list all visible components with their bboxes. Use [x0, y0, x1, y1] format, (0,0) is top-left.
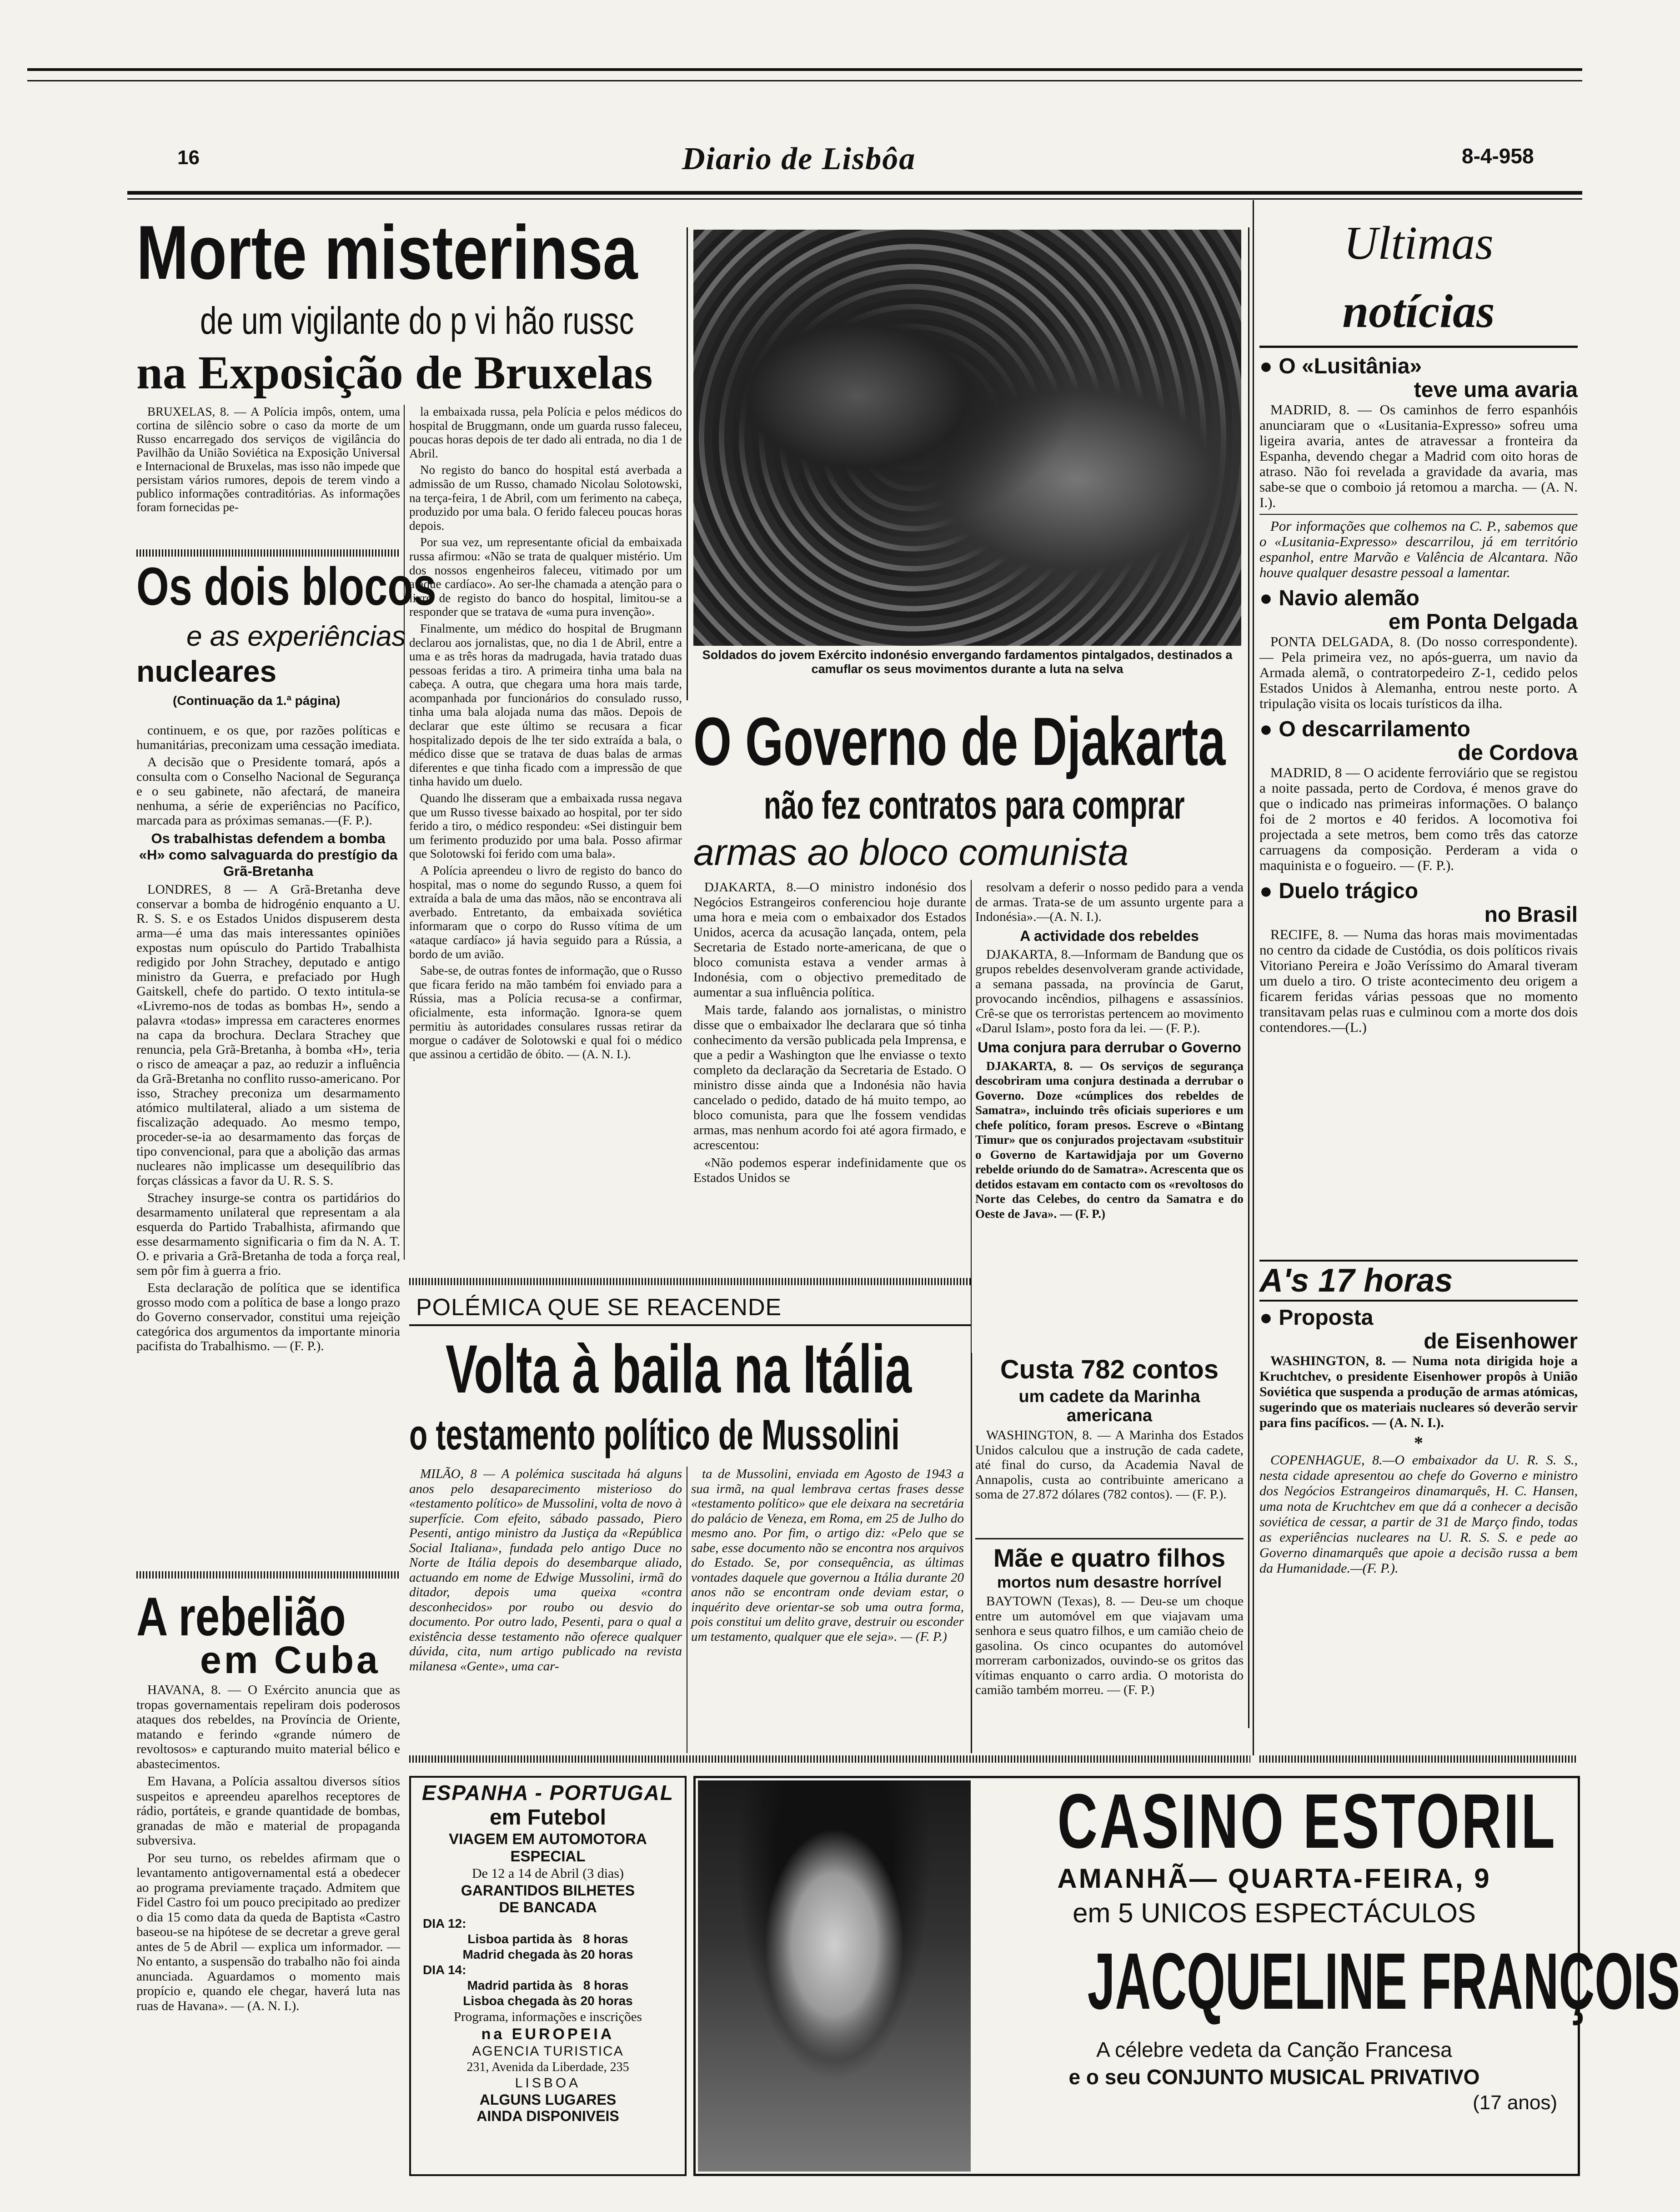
- ad-futebol-dia12: DIA 12:: [423, 1916, 466, 1930]
- soldiers-photo: [693, 230, 1241, 646]
- duelo-body-text: RECIFE, 8. — Numa das horas mais movimentadas no centro da cidade de Custódia, os dois políticos rivais Vitoriano Pereira e João Veríssimo do Amaral tiveram um duelo a tiro. O triste acontecimento deu origem a ficarem feridas várias pessoas que no momento transitavam pelas ruas e culminou com a morte dos dois contendores.—(L.): [1259, 926, 1578, 1035]
- ultimas-headline-1: Ultimas: [1344, 217, 1494, 269]
- mae-body: BAYTOWN (Texas), 8. — Deu-se um choque entre um automóvel em que viajavam uma senhora e seus quatro filhos, e um camião cheio de gasolina. Os cinco ocupantes do automóvel morreram carbonizados, ouvindo-se os gritos das vítimas enquanto o carro ardia. O motorista do camião também morreu. — (F. P.): [975, 1594, 1244, 1697]
- mussolini-headline-1: Volta à baila na Itália: [446, 1331, 912, 1407]
- djakarta-para-3: «Não podemos esperar indefinidamente que os Estados Unidos se: [693, 1156, 966, 1185]
- djakarta-headline-2: não fez contratos para comprar: [764, 784, 1185, 827]
- as17-heading: A's 17 horas: [1259, 1262, 1453, 1299]
- eisenhower-body-text: WASHINGTON, 8. — Numa nota dirigida hoje a Kruchtchev, o presidente Eisenhower propôs à União Soviética que suspenda a produção de armas atómicas, sugerindo que os materiais nucleares só deverão servir para fins pacíficos. — (A. N. I.).: [1259, 1353, 1578, 1430]
- eisenhower-head-2: de Eisenhower: [1424, 1329, 1578, 1353]
- djakarta-para-5: DJAKARTA, 8.—Informam de Bandung que os grupos rebeldes desenvolveram grande actividade, a semana passada, na província de Garut, provocando incêndios, pilhagens e assassínios. Crê-se que os terroristas pertencem ao movimento «Darul Islam», posto fora da lei. — (F. P.).: [975, 947, 1244, 1036]
- casino-line-2: em 5 UNICOS ESPECTÁCULOS: [1073, 1898, 1476, 1928]
- ad-futebol-line-9: na EUROPEIA: [481, 2026, 615, 2043]
- lusitania-head-2: teve uma avaria: [1414, 378, 1578, 402]
- ad-futebol-line-1: ESPANHA - PORTUGAL: [422, 1781, 674, 1805]
- lusitania-head-1: [1259, 355, 1578, 378]
- ad-futebol-dia14: DIA 14:: [423, 1963, 466, 1977]
- ad-futebol-dia14-a: Madrid partida às 8 horas: [467, 1978, 629, 1992]
- rebeliao-headline-1: A rebelião: [136, 1586, 346, 1647]
- col-divider-right: [1248, 227, 1249, 1728]
- djakarta-para-1: DJAKARTA, 8.—O ministro indonésio dos Negócios Estrangeiros conferenciou hoje durante uma hora e meia com o embaixador dos Estados Unidos, acerca da acusação lançada, ontem, pela Secretaria de Estado norte-americana, de que o bloco comunista estava a vender armas à Indonésia, com o objectivo premeditado de aumentar a sua influência política.: [693, 880, 966, 1000]
- morte-para-4: Por sua vez, um representante oficial da embaixada russa afirmou: «Não se trata de qualquer mistério. Um dos nossos engenheiros faleceu, vitimado por um ataque cardíaco». Ao ser-lhe chamada a atenção para o livro de registo do banco do hospital, limitou-se a responder que se tratava de «uma pura invenção».: [409, 535, 682, 619]
- rebeliao-para-3: Por seu turno, os rebeldes afirmam que o levantamento antigovernamental está a obedecer ao programa previamente traçado. Admitem que Fidel Castro foi um pouco precipitado ao predizer o dia 15 como data da queda de Baptista «Castro baseou-se na hipótese de se decretar a greve geral antes de 5 de Abril — explica um informador. — No entanto, a suspensão do trabalho não foi ainda anunciada. Aguardamos o momento mais propício e, quando ele chegar, haverá luta nas ruas de Havana». — (A. N. I.).: [136, 1850, 400, 2013]
- lusitania-head-1-text: O «Lusitânia»: [1279, 354, 1422, 378]
- navio-head-2: em Ponta Delgada: [1388, 610, 1578, 634]
- djakarta-separator: [409, 1278, 971, 1285]
- as17-rule-bottom: [1259, 1300, 1578, 1302]
- morte-para-8: Sabe-se, de outras fontes de informação, que o Russo que ficara ferido na mão também foi enviado para a Rússia, mas a Polícia recusa-se a confirmar, oficialmente, esta informação. Ignora-se quem permitiu às autoridades consulares russas retirar da morgue o cadáver de Solotowski e qual foi o médico que assinou a certidão de óbito. — (A. N. I.).: [409, 964, 682, 1061]
- eisenhower-head-1-text: Proposta: [1279, 1306, 1374, 1330]
- bullet-icon: ●: [1259, 1306, 1279, 1330]
- custa-headline-2: um cadete da Marinha americana: [1018, 1387, 1200, 1425]
- rebeliao-para-1: HAVANA, 8. — O Exército anuncia que as tropas governamentais repeliram dois poderosos ataques dos rebeldes, na Província de Oriente, matando e ferindo «grande número de revoltosos» e capturando muito material bélico e abastecimentos.: [136, 1683, 400, 1771]
- djakarta-para-6: DJAKARTA, 8. — Os serviços de segurança descobriram uma conjura destinada a derrubar o Governo. Doze «cúmplices dos rebeldes de Samatra», incluindo três oficiais superiores e um chefe político, foram presos. Escreve o «Bintang Timur» que os conjurados projectavam «substituir o Governo de Kartawidjaja por um Governo rebelde oriundo do de Samatra». Acrescenta que os detidos estavam em contacto com os «revoltosos do Norte das Celebes, do centro da Samatra e do Oeste de Java». — (F. P.): [975, 1059, 1244, 1221]
- box-custa-left: [971, 1353, 972, 1753]
- lusitania-note: [1259, 518, 1578, 580]
- singer-portrait: [698, 1780, 971, 2172]
- rebeliao-headline-2: em Cuba: [200, 1639, 381, 1681]
- blocos-para-1: continuem, e os que, por razões políticas e humanitárias, preconizam uma cessação imediata.: [136, 723, 400, 752]
- ad-futebol-line-6: GARANTIDOS BILHETES: [461, 1882, 635, 1899]
- rebeliao-col: [136, 1683, 400, 2174]
- ad-futebol-line-5: De 12 a 14 de Abril (3 dias): [471, 1866, 624, 1881]
- copenhague-body-text: COPENHAGUE, 8.—O embaixador da U. R. S. S., nesta cidade apresentou ao chefe do Governo e ministro dos Negócios Estrangeiros dinamarquês, H. C. Hansen, uma nota de Kruchtchev em que dá a conhecer a decisão soviética de cessar, a partir de 31 de Março findo, todas as experiências nucleares na U. R. S. S. e pede ao Governo dinamarquês que apoie a decisão russa a bem da Humanidade.—(F. P.).: [1259, 1453, 1578, 1576]
- mae-headline-1: Mãe e quatro filhos: [993, 1543, 1226, 1572]
- casino-line-3: A célebre vedeta da Canção Francesa: [1096, 2038, 1452, 2061]
- ad-futebol-dia12-a: Lisboa partida às 8 horas: [467, 1932, 628, 1946]
- custa-body-col: [975, 1428, 1244, 1537]
- blocos-para-5: Esta declaração de política que se identifica grosso modo com a política de base a longo prazo do Governo conservador, constitui uma rejeição categórica dos argumentos da importante minoria pacifista do Trabalhismo. — (F. P.).: [136, 1281, 400, 1353]
- photo-caption: Soldados do jovem Exército indonésio envergando fardamentos pintalgados, destinados a camuflar os seus movimentos durante a luta na selva: [702, 648, 1233, 676]
- djakarta-headline-3: armas ao bloco comunista: [693, 832, 1129, 873]
- djakarta-para-4: resolvam a deferir o nosso pedido para a venda de armas. Trata-se de um assunto urgente para a Indonésia».—(A. N. I.).: [975, 880, 1244, 924]
- blocos-headline-2: e as experiências: [186, 621, 406, 652]
- col-divider-1: [404, 405, 405, 1260]
- blocos-para-3: LONDRES, 8 — A Grã-Bretanha deve conservar a bomba de hidrogénio enquanto a U. R. S. S. e os Estados Unidos dispuserem desta arma—é uma das mais interessantes opiniões expostas num opúsculo do Partido Trabalhista redigido por John Strachey, deputado e antigo ministro da Guerra, e prefaciado por Hugh Gaitskell, chefe do partido. O texto intitula-se «Livremo-nos de todas as bombas H», sendo a palavra «todas» impressa em caracteres enormes na capa da brochura. Declara Strachey que renuncia, pela Grã-Bretanha, à bomba «H», teria o risco de ameaçar a paz, ao reduzir a influência da Grã-Bretanha no conflito russo-americano. Por isso, Strachey preconiza um desarmamento atómico multilateral, aliado a um sistema de fiscalização adequado. Ao mesmo tempo, proceder-se-ia ao desarmamento das forças de tipo convencional, para que a abolição das armas nucleares não implicasse um desequilíbrio das forças clássicas a favor da U. R. S. S.: [136, 882, 400, 1188]
- ultimas-late-column: [1259, 1260, 1578, 1751]
- blocos-continuation: (Continuação da 1.ª página): [173, 694, 341, 708]
- top-rule-thin: [27, 80, 1582, 81]
- photo-frame-left: [687, 227, 688, 700]
- rebeliao-para-2: Em Havana, a Polícia assaltou diversos sítios suspeitos e apreendeu aparelhos receptores de rádio, portáteis, e grande quantidade de bombas, granadas de mão e material de propaganda subversiva.: [136, 1774, 400, 1848]
- djakarta-headline-1: O Governo de Djakarta: [693, 703, 1226, 779]
- navio-head-1-text: Navio alemão: [1279, 586, 1419, 610]
- ad-futebol-line-8: Programa, informações e inscrições: [454, 2010, 642, 2024]
- casino-title: CASINO ESTORIL: [1057, 1778, 1557, 1865]
- morte-headline-3: na Exposição de Bruxelas: [136, 347, 653, 399]
- blocos-headline-3: nucleares: [136, 654, 277, 688]
- duelo-head-1-text: Duelo trágico: [1279, 879, 1419, 903]
- custa-headline-1: Custa 782 contos: [1000, 1355, 1219, 1384]
- cordova-body: [1259, 765, 1578, 873]
- djakarta-subhead-2: Uma conjura para derrubar o Governo: [978, 1039, 1241, 1056]
- page-date: 8-4-958: [1462, 144, 1534, 168]
- ultimas-rule: [1259, 346, 1578, 348]
- ad-futebol-dia14-b: Lisboa chegada às 20 horas: [463, 1994, 633, 2008]
- top-rule: [27, 68, 1582, 71]
- eisenhower-head-1: [1259, 1306, 1578, 1330]
- morte-para-6: Quando lhe disseram que a embaixada russa negava que um Russo tivesse baixado ao hospital, por ter sido ferido a tiro, o médico respondeu: «Sei distinguir bem um ferimento produzido por uma bala. Posso afirmar que Solotowski foi ferido com uma bala».: [409, 791, 682, 861]
- casino-line-4: e o seu CONJUNTO MUSICAL PRIVATIVO: [1068, 2065, 1480, 2089]
- ad-futebol-dia12-b: Madrid chegada às 20 horas: [462, 1947, 633, 1961]
- cordova-head-2: de Cordova: [1457, 741, 1578, 765]
- duelo-head-1: [1259, 880, 1578, 903]
- morte-para-3: No registo do banco do hospital está averbada a admissão de um Russo, chamado Nicolau Solotowski, na terça-feira, 1 de Abril, com um ferimento na cabeça, produzido por uma bala. O ferido faleceu poucas horas depois.: [409, 463, 682, 533]
- morte-para-5: Finalmente, um médico do hospital de Brugmann declarou aos jornalistas, que, no dia 1 de Abril, entre a uma e as três horas da madrugada, havia tratado duas pessoas feridas a tiro. A primeira tinha uma bala na cabeça. A outra, que chegara uma hora mais tarde, acompanhada por funcionários do consulado russo, tinha uma bala alojada numa das mãos. Depois de declarar que este último se recusara a ficar hospitalizado depois de lhe ter sido extraída a bala, o médico disse que se tratava de duas balas de armas diferentes e que tinha ficado com a impressão de que tinha havido um duelo.: [409, 621, 682, 789]
- morte-headline-1: Morte misterinsa: [136, 210, 638, 295]
- mussolini-col-2: [691, 1467, 964, 1753]
- blocos-subhead: Os trabalhistas defendem a bomba «H» como salvaguarda do prestígio da Grã-Bretanha: [139, 830, 398, 879]
- mussolini-para-1: MILÃO, 8 — A polémica suscitada há alguns anos pelo desaparecimento misterioso do «testamento político» de Mussolini, volta de novo à superfície. Com efeito, sábado passado, Piero Pesenti, antigo ministro da Justiça da «República Social Italiana», fundada pelo antigo Duce no Norte de Itália depois do desembarque aliado, actuando em nome de Edwige Mussolini, irmã do ditador, depois uma queixa «contra desconhecidos» por roubo ou desvio do documento. Por outro lado, Pesenti, para o qual a existência desse testamento não oferece qualquer dúvida, cita, num artigo publicado na revista milanesa «Gente», uma car-: [409, 1467, 682, 1674]
- header-rule-thin: [127, 198, 1582, 200]
- djakarta-col-2: [975, 880, 1244, 1348]
- djakarta-para-2: Mais tarde, falando aos jornalistas, o ministro disse que o embaixador lhe declarara que só tinha conhecimento da versão publicada pela Imprensa, e que a pedir a Washington que lhe enviasse o texto completo da declaração da Secretaria de Estado. O ministro disse ainda que a Indonésia não havia cancelado o pedido, datado de há muito tempo, ao bloco comunista, para que lhe fossem vendidas armas, mas nenhum acordo foi até agora firmado, e acrescentou:: [693, 1003, 966, 1152]
- mussolini-kicker-rule: [409, 1324, 971, 1326]
- lusitania-body: [1259, 402, 1578, 510]
- ad-casino-content: [973, 1778, 1680, 2115]
- morte-col-1: [136, 405, 400, 546]
- custa-rule: [975, 1538, 1244, 1539]
- ad-futebol-line-4: ESPECIAL: [510, 1848, 586, 1865]
- blocos-para-2: A decisão que o Presidente tomará, após a consulta com o Conselho Nacional de Segurança e o seu gabinete, não afectará, de maneira nenhuma, a série de experiências no Pacífico, marcada para as próximas semanas.—(F. P.).: [136, 755, 400, 828]
- blocos-headline-1: Os dois blocos: [136, 557, 436, 617]
- mae-body-col: [975, 1594, 1244, 1751]
- casino-name: JACQUELINE FRANÇOIS: [1087, 1937, 1680, 2026]
- bullet-icon: ●: [1259, 717, 1279, 741]
- navio-body: [1259, 634, 1578, 711]
- col-divider-ultimas: [1253, 200, 1254, 1755]
- morte-headline-2: de um vigilante do p vi hão russc: [200, 299, 634, 342]
- mussolini-col-1: [409, 1467, 682, 1753]
- lusitania-rule: [1259, 514, 1578, 515]
- djakarta-subhead-1: A actividade dos rebeldes: [1020, 927, 1199, 944]
- ad-futebol-line-14: AINDA DISPONIVEIS: [476, 2108, 619, 2124]
- bullet-icon: ●: [1259, 354, 1279, 378]
- ad-futebol-line-11: 231, Avenida da Liberdade, 235: [466, 2060, 629, 2074]
- col-divider-djakarta: [971, 880, 972, 1353]
- middle-bottom-separator: [409, 1755, 1250, 1763]
- ad-futebol-line-13: ALGUNS LUGARES: [479, 2091, 617, 2108]
- bullet-icon: ●: [1259, 879, 1279, 903]
- casino-line-5: (17 anos): [1473, 2091, 1557, 2114]
- duelo-head-2: no Brasil: [1484, 903, 1578, 927]
- mae-headline-2: mortos num desastre horrível: [997, 1574, 1222, 1591]
- blocos-bottom-separator: [136, 1571, 400, 1579]
- ad-futebol-line-10: AGENCIA TURISTICA: [472, 2044, 624, 2059]
- right-bottom-separator: [1259, 1755, 1578, 1763]
- blocos-para-4: Strachey insurge-se contra os partidários do desarmamento unilateral que representam a ala esquerda do Partido Trabalhista, afirmando que esse desarmamento significaria o fim da N. A. T. O. e privaria a Grã-Bretanha de toda a força real, sem pôr fim à guerra a frio.: [136, 1191, 400, 1278]
- navio-head-1: [1259, 587, 1578, 610]
- lusitania-note-text: Por informações que colhemos na C. P., sabemos que o «Lusitania-Expresso» descarrilou, já em território espanhol, entre Marvão e Valência de Alcantara. Não houve qualquer desastre pessoal a lamentar.: [1259, 518, 1578, 580]
- morte-separator: [136, 549, 400, 557]
- ad-futebol-line-3: VIAGEM EM AUTOMOTORA: [449, 1830, 647, 1847]
- cordova-head-1: [1259, 718, 1578, 741]
- mussolini-para-2: ta de Mussolini, enviada em Agosto de 1943 a sua irmã, na qual lembrava certas frases desse «testamento político» que ele deixara na secretária do palácio de Veneza, em Roma, em 25 de Julho do mesmo ano. Por fim, o artigo diz: «Pelo que se sabe, esse documento não se encontra nos arquivos do Estado. Se, por consequência, as últimas vontades daquele que governou a Itália durante 20 anos não se encontram onde deviam estar, o inquérito deve orientar-se sob uma outra forma, pois constitui um delito grave, destruir ou esconder um testamento, qualquer que ele seja». — (F. P.): [691, 1467, 964, 1644]
- ad-futebol-line-12: LISBOA: [515, 2076, 581, 2091]
- blocos-col: [136, 723, 400, 1587]
- custa-body: WASHINGTON, 8. — A Marinha dos Estados Unidos calculou que a instrução de cada cadete, até final do curso, da Academia Naval de Annapolis, custa ao contribuinte americano a soma de 27.872 dólares (782 contos). — (F. P.).: [975, 1428, 1244, 1502]
- djakarta-col-1: [693, 880, 966, 1280]
- cordova-head-1-text: O descarrilamento: [1279, 717, 1470, 741]
- cordova-body-text: MADRID, 8 — O acidente ferroviário que se registou a noite passada, perto de Cordova, é menos grave do que o indicado nas primeiras informações. O balanço foi de 2 mortos e 40 feridos. A locomotiva foi projectada a sete metros, bem como três das catorze carruagens da composição. Perderam a vida o maquinista e o fogueiro. — (F. P.).: [1259, 764, 1578, 873]
- copenhague-body: [1259, 1453, 1578, 1576]
- as17-rule: [1259, 1260, 1578, 1262]
- bullet-icon: ●: [1259, 586, 1279, 610]
- ad-futebol-content: [414, 1780, 682, 2124]
- eisenhower-body: [1259, 1353, 1578, 1431]
- duelo-body: [1259, 927, 1578, 1035]
- morte-para-7: A Polícia apreendeu o livro de registo do banco do hospital, mas o nome do segundo Russo, a quem foi extraída a bala de uma das mãos, não se encontrava ali averbado. Entretanto, da embaixada soviética informaram que o corpo do Russo vítima de um «ataque cardíaco» já havia seguido para a Rússia, a bordo de um avião.: [409, 864, 682, 961]
- lusitania-body-text: MADRID, 8. — Os caminhos de ferro espanhóis anunciaram que o «Lusitania-Expresso» sofreu uma ligeira avaria, antes de atravessar a fronteira da Espanha, devendo chegar a Madrid com oito horas de atraso. Não foi revelada a gravidade da avaria, mas sabe-se que o comboio já retomou a marcha. — (A. N. I.).: [1259, 402, 1578, 510]
- ultimas-headline-2: notícias: [1342, 285, 1495, 337]
- header-rule: [127, 191, 1582, 195]
- page-number: 16: [177, 146, 200, 169]
- mussolini-kicker: POLÉMICA QUE SE REACENDE: [416, 1294, 782, 1321]
- morte-para-2: la embaixada russa, pela Polícia e pelos médicos do hospital de Bruggmann, onde um guarda russo faleceu, poucas horas depois de ter dado ali entrada, no dia 1 de Abril.: [409, 405, 682, 460]
- ad-futebol-line-7: DE BANCADA: [499, 1899, 597, 1915]
- morte-para-1: BRUXELAS, 8. — A Polícia impôs, ontem, uma cortina de silêncio sobre o caso da morte de um Russo encarregado dos serviços de vigilância do Pavilhão da União Soviética na Exposição Universal e Internacional de Bruxelas, mas isso não impede que persistam vários rumores, depois de terem vindo a publico informações contraditórias. As informações foram fornecidas pe-: [136, 405, 400, 514]
- ad-futebol-line-2: em Futebol: [489, 1805, 606, 1830]
- star-separator: *: [1414, 1433, 1423, 1453]
- casino-line-1: AMANHÃ— QUARTA-FEIRA, 9: [1057, 1863, 1491, 1894]
- navio-body-text: PONTA DELGADA, 8. (Do nosso correspondente). — Pela primeira vez, no após-guerra, um navio da Armada alemã, o contratorpedeiro Z-1, cedido pelos Estados Unidos à Alemanha, entrou neste porto. A tripulação visita os locais turísticos da ilha.: [1259, 633, 1578, 711]
- morte-col-2: [409, 405, 682, 1260]
- masthead: Diario de Lisbôa: [682, 141, 916, 176]
- mussolini-headline-2: o testamento político de Mussolini: [409, 1411, 900, 1458]
